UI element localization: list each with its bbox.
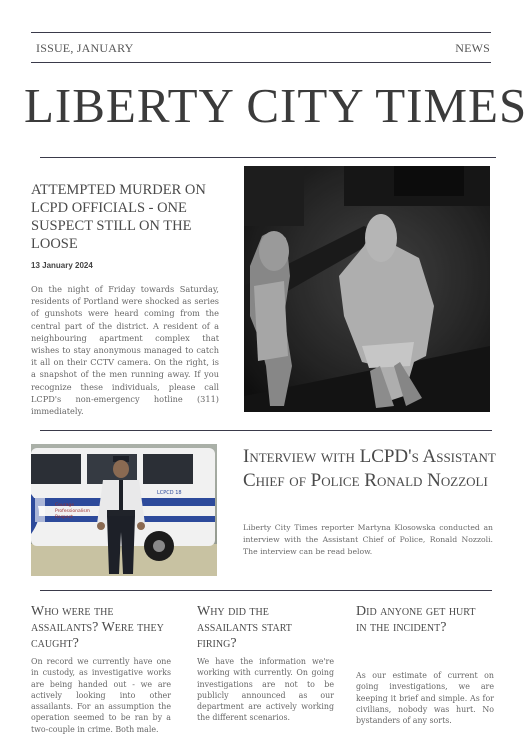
question-1: Who were the assailants? Were they caught? [31,604,164,651]
article1-headline: ATTEMPTED MURDER ON LCPD OFFICIALS - ONE SUSPECT STILL ON THE LOOSE [31,182,206,252]
masthead: LIBERTY CITY TIMES [24,78,528,133]
cctv-image [244,166,490,412]
officer-image [31,444,217,576]
article2-body: Liberty City Times reporter Martyna Klosowska conducted an interview with the Assistant Chief of Police, Ronald Nozzoli. The interview can be read below. [243,523,493,556]
masthead-rule [40,157,496,158]
article1-body: On the night of Friday towards Saturday, residents of Portland were shocked as series of gunshots were heard coming from the central part of the district. A resident of a neighbouring apartment complex that wishes to stay anonymous managed to catch it all on their CCTV camera. On the right, is a snapshot of the men running away. If you recognize these individuals, please call LCPD's non-emergency hotline (311) immediately. [31,284,219,417]
article1-date: 13 January 2024 [31,261,93,270]
cctv-snapshot [244,166,490,412]
answer-1: On record we currently have one in custody, as investigative works are being handed out - we are actively looking into other assailants. For an assumption the operation seemed to be ran by a two-couple in crime. Both male. [31,657,171,734]
van-emblem-text: Courage [55,503,74,508]
article1-rule [40,430,492,431]
question-2: Why did the assailants start firing? [197,604,292,651]
section-label: NEWS [455,41,490,55]
officer-photo [31,444,217,576]
svg-text:Respect: Respect [55,515,73,520]
header-rule [31,62,491,63]
issue-label: ISSUE, JANUARY [36,41,134,55]
article2-headline: Interview with LCPD's Assistant Chief of Police Ronald Nozzoli [243,446,496,491]
answer-3: As our estimate of current on going investigations, we are keeping it brief and simple. As for civilians, nobody was hurt. No bystanders of any sorts. [356,671,494,726]
svg-text:Professionalism: Professionalism [55,509,91,514]
question-3: Did anyone get hurt in the incident? [356,604,476,635]
top-rule [31,32,491,33]
article2-rule [40,590,492,591]
answer-2: We have the information we're working with currently. On going investigations are not to be publicly announced as our department are actively working the different scenarios. [197,657,334,723]
van-unit-text: LCPCD 18 [157,490,182,496]
